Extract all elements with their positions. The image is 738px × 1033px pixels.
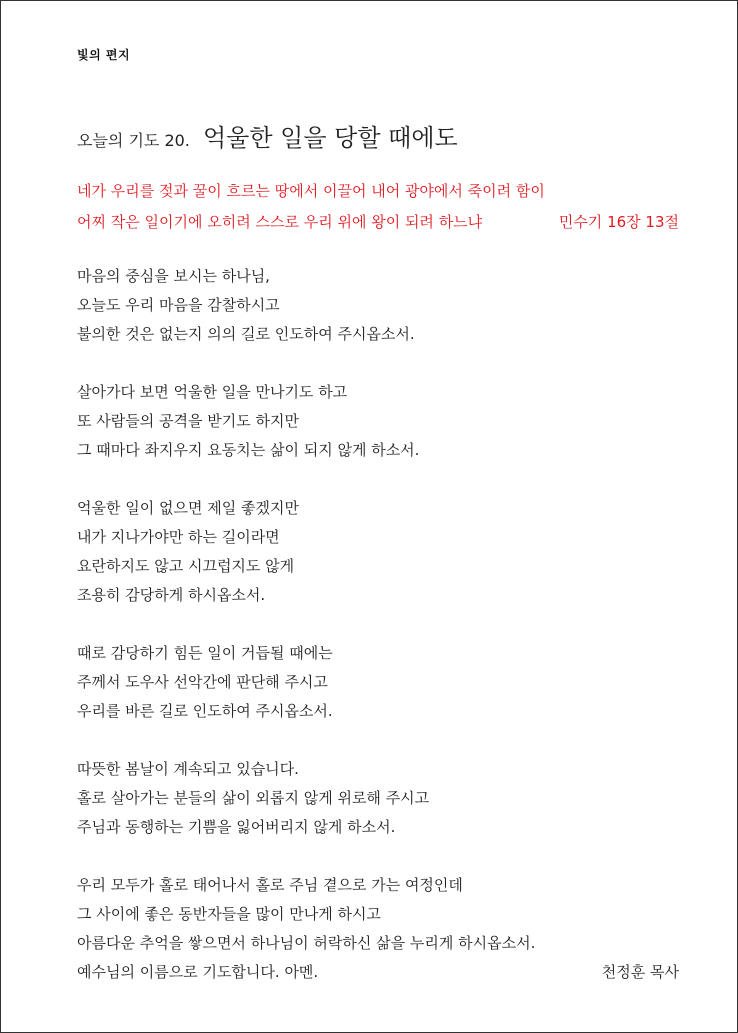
prayer-line: 살아가다 보면 억울한 일을 만나기도 하고 [77,383,348,401]
prayer-line: 홀로 살아가는 분들의 삶이 외롭지 않게 위로해 주시고 [77,789,430,807]
author-signature: 천정훈 목사 [601,963,679,981]
stanza [77,871,679,987]
stanza [77,639,679,726]
prayer-line: 마음의 중심을 보시는 하나님, [77,267,270,285]
prayer-line: 내가 지나가야만 하는 길이라면 [77,528,280,546]
prayer-heading: 억울한 일을 당할 때에도 [203,124,458,152]
prayer-line: 불의한 것은 없는지 의의 길로 인도하여 주시옵소서. [77,325,415,343]
prayer-line: 때로 감당하기 힘든 일이 거듭될 때에는 [77,644,333,662]
prayer-line: 그 사이에 좋은 동반자들을 많이 만나게 하시고 [77,905,381,923]
stanza [77,755,679,842]
brand-title: 빛의 편지 [77,48,131,62]
prayer-line: 우리를 바른 길로 인도하여 주시옵소서. [77,702,333,720]
prayer-line: 오늘도 우리 마음을 감찰하시고 [77,296,280,314]
scripture-line: 네가 우리를 젖과 꿀이 흐르는 땅에서 이끌어 내어 광야에서 죽이려 함이 [77,182,545,200]
stanza [77,262,679,349]
prayer-body [77,262,679,1016]
prayer-line: 아름다운 추억을 쌓으면서 하나님이 허락하신 삶을 누리게 하시옵소서. [77,934,536,952]
prayer-line: 주께서 도우사 선악간에 판단해 주시고 [77,673,328,691]
prayer-line: 요란하지도 않고 시끄럽지도 않게 [77,557,295,575]
prayer-line: 억울한 일이 없으면 제일 좋겠지만 [77,499,299,517]
scripture-text: 어찌 작은 일이기에 오히려 스스로 우리 위에 왕이 되려 하느냐 [77,213,483,231]
prayer-number: 오늘의 기도 20. [77,131,190,150]
prayer-line [77,958,679,987]
prayer-line: 조용히 감당하게 하시옵소서. [77,586,266,604]
closing-line: 예수님의 이름으로 기도합니다. 아멘. [77,963,319,981]
prayer-line: 따뜻한 봄날이 계속되고 있습니다. [77,760,299,778]
scripture-line [77,207,679,238]
stanza [77,494,679,610]
prayer-line: 그 때마다 좌지우지 요동치는 삶이 되지 않게 하소서. [77,441,420,459]
stanza [77,378,679,465]
scripture-quote [77,176,679,238]
scripture-reference: 민수기 16장 13절 [558,213,679,231]
prayer-line: 우리 모두가 홀로 태어나서 홀로 주님 곁으로 가는 여정인데 [77,876,463,894]
prayer-line: 주님과 동행하는 기쁨을 잃어버리지 않게 하소서. [77,818,396,836]
prayer-line: 또 사람들의 공격을 받기도 하지만 [77,412,299,430]
prayer-title [77,118,458,153]
